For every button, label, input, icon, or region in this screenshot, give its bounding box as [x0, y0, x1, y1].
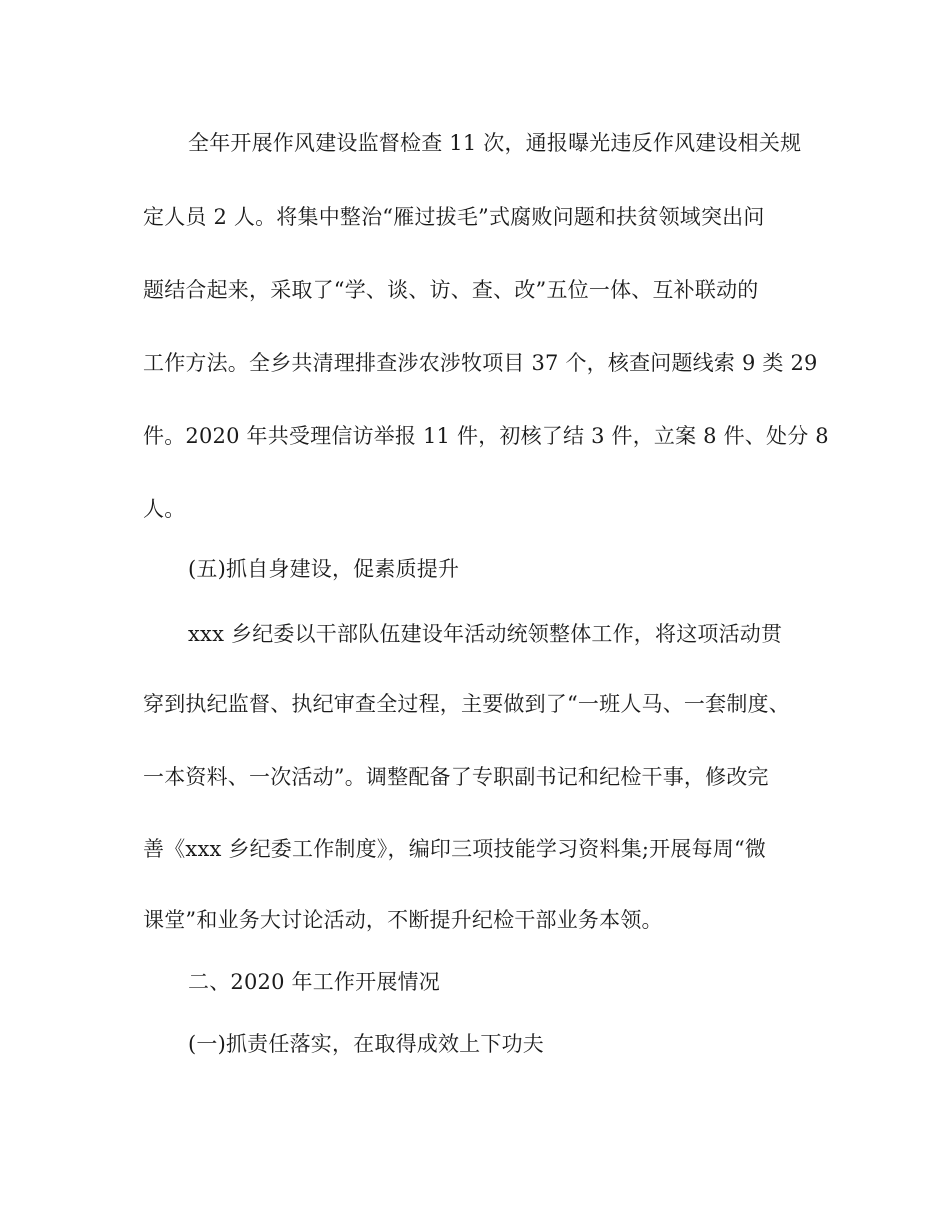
- section-heading-five: (五)抓自身建设，促素质提升: [188, 557, 460, 581]
- paragraph-line-2: 定人员 2 人。将集中整治“雁过拔毛”式腐败问题和扶贫领域突出问: [143, 205, 765, 229]
- chapter-heading-two: 二、2020 年工作开展情况: [188, 970, 440, 994]
- paragraph-line-9: 一本资料、一次活动”。调整配备了专职副书记和纪检干事，修改完: [143, 765, 769, 789]
- paragraph-line-11: 课堂”和业务大讨论活动，不断提升纪检干部业务本领。: [143, 908, 663, 932]
- paragraph-line-5: 件。2020 年共受理信访举报 11 件，初核了结 3 件，立案 8 件、处分 8: [143, 424, 829, 448]
- section-heading-one: (一)抓责任落实，在取得成效上下功夫: [188, 1032, 544, 1056]
- paragraph-line-7: xxx 乡纪委以干部队伍建设年活动统领整体工作，将这项活动贯: [188, 622, 783, 646]
- paragraph-line-4: 工作方法。全乡共清理排查涉农涉牧项目 37 个，核查问题线索 9 类 29: [143, 351, 818, 375]
- paragraph-line-8: 穿到执纪监督、执纪审查全过程，主要做到了“一班人马、一套制度、: [143, 692, 790, 716]
- paragraph-line-6: 人。: [143, 497, 186, 521]
- paragraph-line-1: 全年开展作风建设监督检查 11 次，通报曝光违反作风建设相关规: [188, 131, 802, 155]
- paragraph-line-3: 题结合起来，采取了“学、谈、访、查、改”五位一体、互补联动的: [143, 278, 759, 302]
- paragraph-line-10: 善《xxx 乡纪委工作制度》，编印三项技能学习资料集;开展每周“微: [143, 837, 767, 861]
